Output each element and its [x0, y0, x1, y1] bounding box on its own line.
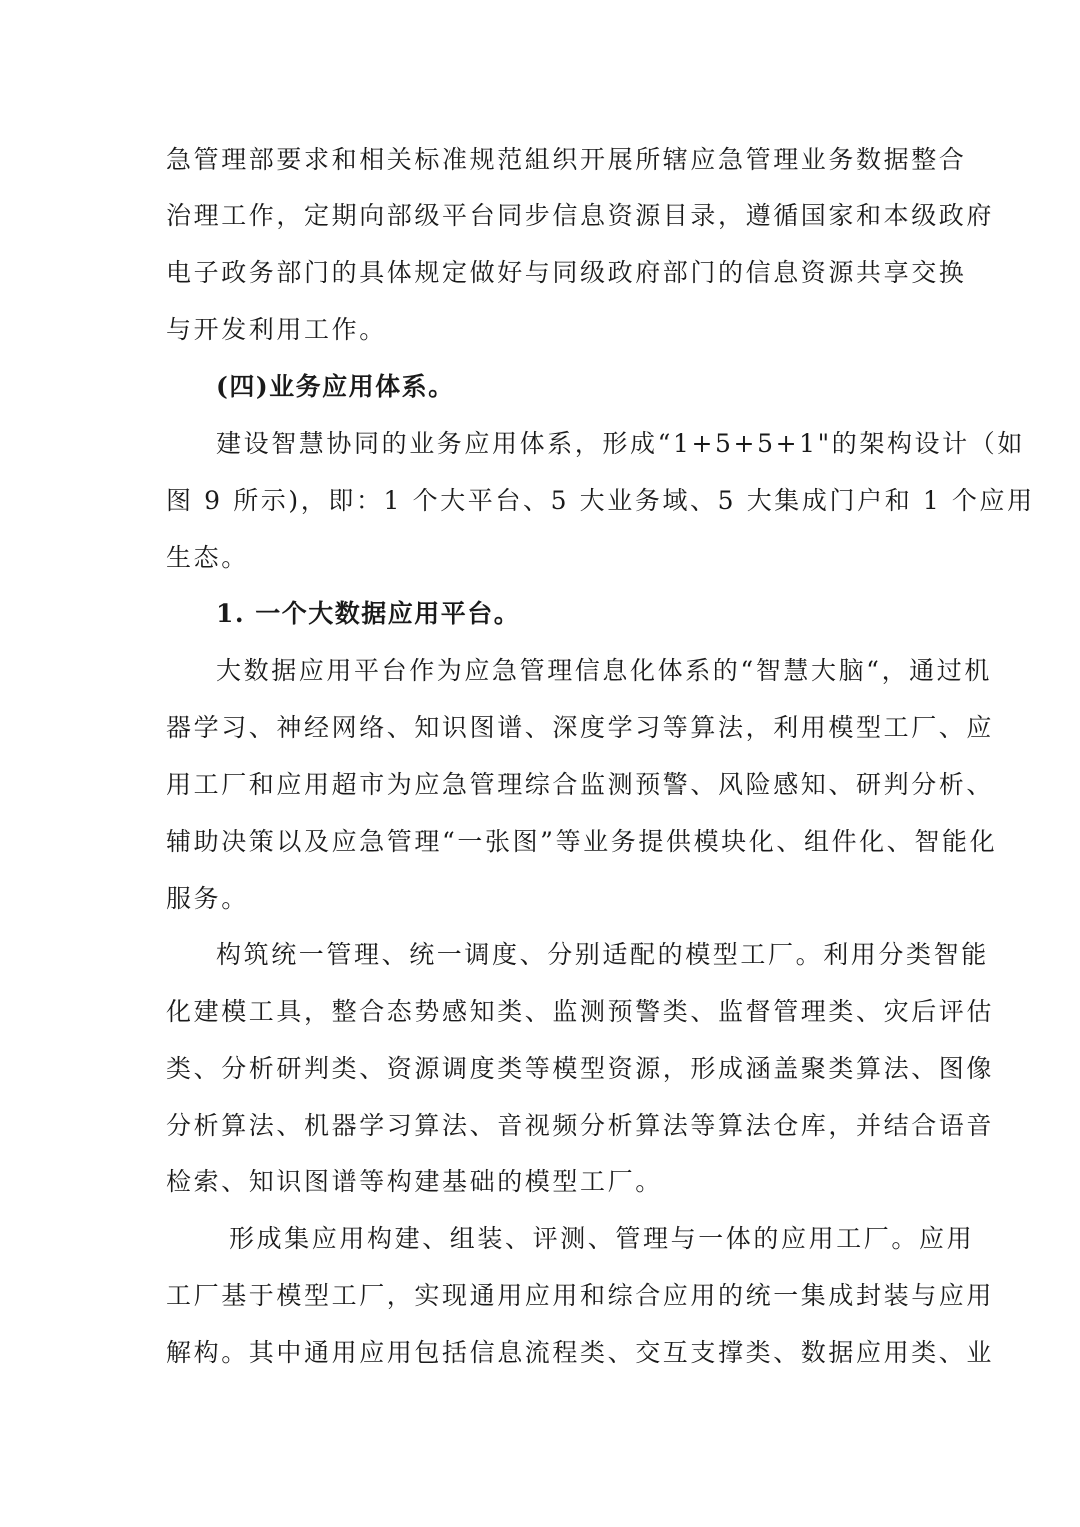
paragraph-line: 化建模工具，整合态势感知类、监测预警类、监督管理类、灾后评估 [166, 997, 995, 1026]
paragraph-line: 图 9 所示)，即：1 个大平台、5 大业务域、5 大集成门户和 1 个应用 [166, 486, 1035, 515]
paragraph-line: 解构。其中通用应用包括信息流程类、交互支撑类、数据应用类、业 [166, 1338, 995, 1367]
paragraph-line: 大数据应用平台作为应急管理信息化体系的“智慧大脑“，通过机 [216, 656, 992, 685]
paragraph-line: 构筑统一管理、统一调度、分别适配的模型工厂。利用分类智能 [216, 940, 989, 969]
paragraph-line: 生态。 [166, 543, 249, 572]
paragraph-line: 类、分析研判类、资源调度类等模型资源，形成涵盖聚类算法、图像 [166, 1054, 995, 1083]
paragraph-line: 辅助决策以及应急管理“一张图”等业务提供模块化、组件化、智能化 [166, 827, 998, 856]
subsection-heading: 1. 一个大数据应用平台。 [216, 599, 521, 628]
paragraph-line: 服务。 [166, 884, 249, 913]
paragraph-line: 器学习、神经网络、知识图谱、深度学习等算法，利用模型工厂、应 [166, 713, 995, 742]
paragraph-line: 形成集应用构建、组装、评测、管理与一体的应用工厂。应用 [229, 1224, 975, 1253]
paragraph-line: 与开发利用工作。 [166, 315, 387, 344]
paragraph-line: 电子政务部门的具体规定做好与同级政府部门的信息资源共享交换 [166, 258, 967, 287]
section-heading: (四)业务应用体系。 [216, 372, 455, 401]
paragraph-line: 检索、知识图谱等构建基础的模型工厂。 [166, 1167, 663, 1196]
paragraph-line: 建设智慧协同的业务应用体系，形成“1+5+5+1"的架构设计（如 [216, 429, 1025, 458]
paragraph-line: 急管理部要求和相关标准规范組织开展所辖应急管理业务数据整合 [166, 145, 967, 174]
paragraph-line: 用工厂和应用超市为应急管理综合监测预警、风险感知、研判分析、 [166, 770, 995, 799]
paragraph-line: 分析算法、机器学习算法、音视频分析算法等算法仓库，并结合语音 [166, 1111, 995, 1140]
paragraph-line: 工厂基于模型工厂，实现通用应用和综合应用的统一集成封装与应用 [166, 1281, 995, 1310]
paragraph-line: 治理工作，定期向部级平台同步信息资源目录，遵循国家和本级政府 [166, 201, 995, 230]
